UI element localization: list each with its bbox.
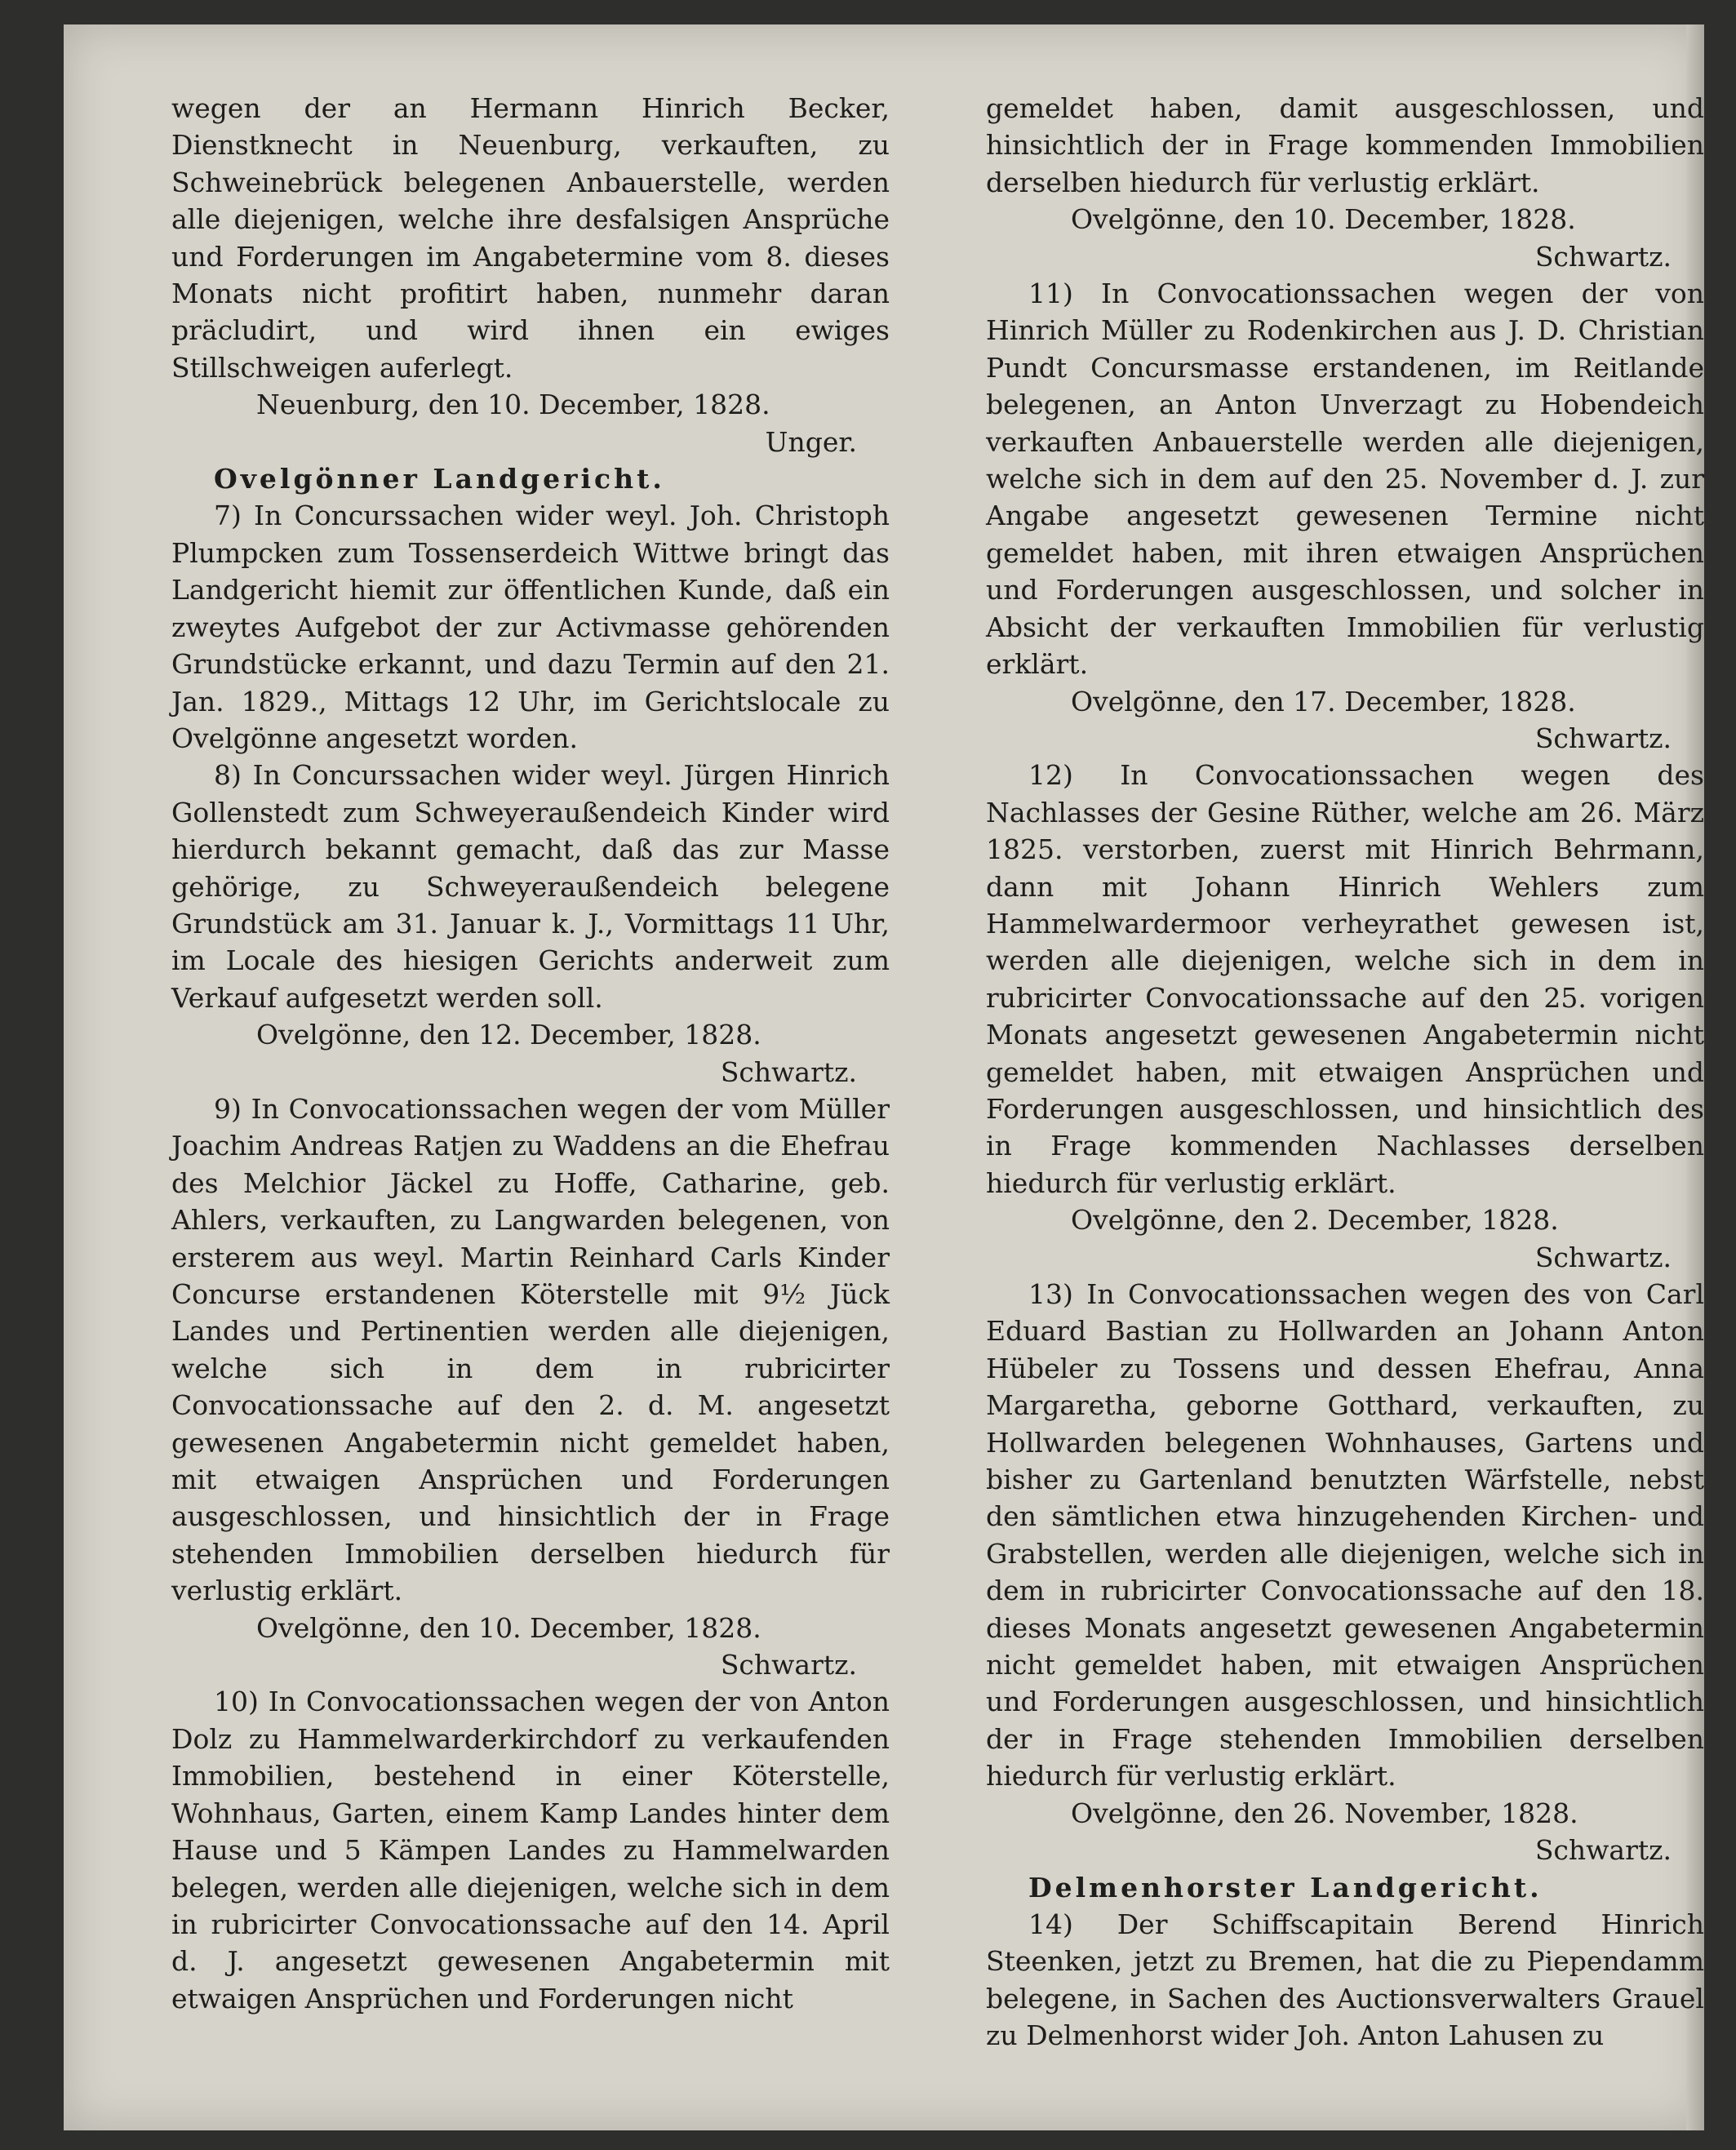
para-top: wegen der an Hermann Hinrich Becker, Dienstknecht in Neuenburg, verkauften, zu Schweinebrück belegenen Anbauerstelle, werden alle diejenigen, welche ihre desfalsigen Ansprüche und Forderungen im Angabetermine vom 8. dieses Monats nicht profitirt haben, nunmehr daran präcludirt, und wird ihnen ein ewiges Stillschweigen auferlegt. (171, 92, 890, 384)
signoff-place: Neuenburg, den 10. December, 1828. (256, 389, 770, 421)
signoff-place: Ovelgönne, den 2. December, 1828. (1071, 1204, 1559, 1237)
signoff-place: Ovelgönne, den 10. December, 1828. (256, 1611, 761, 1644)
signoff-name: Schwartz. (720, 1055, 857, 1088)
signoff-place: Ovelgönne, den 10. December, 1828. (1071, 203, 1576, 236)
signoff-name: Schwartz. (1534, 1834, 1672, 1867)
para-7: 7) In Concurssachen wider weyl. Joh. Christoph Plumpcken zum Tossenserdeich Wittwe bringt das Landgericht hiemit zur öffentlichen Kunde, daß ein zweytes Aufgebot der zur Activmasse gehörenden Grundstücke erkannt, und dazu Termin auf den 21. Jan. 1829., Mittags 12 Uhr, im Gerichtslocale zu Ovelgönne angesetzt worden. (171, 500, 890, 754)
signoff-place: Ovelgönne, den 12. December, 1828. (256, 1019, 761, 1051)
para-13: 13) In Convocationssachen wegen des von Carl Eduard Bastian zu Hollwarden an Johann Anton Hübeler zu Tossens und dessen Ehefrau, Anna Margaretha, geborne Gotthard, verkauften, zu Hollwarden belegenen Wohnhauses, Gartens und bisher zu Gartenland benutzten Wärfstelle, nebst den sämtlichen etwa hinzugehenden Kirchen- und Grabstellen, werden alle diejenigen, welche sich in dem in rubricirter Convocationssache auf den 18. dieses Monats angesetzt gewesenen Angabetermin nicht gemeldet haben, mit etwaigen Ansprüchen und Forderungen ausgeschlossen, und hinsichtlich der in Frage stehenden Immobilien derselben hiedurch für verlustig erklärt. (986, 1278, 1704, 1792)
signoff-name: Schwartz. (1534, 1241, 1672, 1273)
para-10: 10) In Convocationssachen wegen der von Anton Dolz zu Hammelwarderkirchdorf zu verkaufenden Immobilien, bestehend in einer Köterstelle, Wohnhaus, Garten, einem Kamp Landes hinter dem Hause und 5 Kämpen Landes zu Hammelwarden belegen, werden alle diejenigen, welche sich in dem in rubricirter Convocationssache auf den 14. April d. J. angesetzt gewesenen Angabetermin mit etwaigen Ansprüchen und Forderungen nicht (171, 1686, 890, 2015)
para-14: 14) Der Schiffscapitain Berend Hinrich Steenken, jetzt zu Bremen, hat die zu Piependamm belegene, in Sachen des Auctionsverwalters Grauel zu Delmenhorst wider Joh. Anton Lahusen zu (986, 1908, 1704, 2052)
right-column (986, 90, 1704, 2054)
signoff-name: Schwartz. (1534, 722, 1672, 754)
heading-ovelgoenne: Ovelgönner Landgericht. (214, 463, 665, 495)
para-11: 11) In Convocationssachen wegen der von Hinrich Müller zu Rodenkirchen aus J. D. Christian Pundt Concursmasse erstandenen, im Reitlande belegenen, an Anton Unverzagt zu Hobendeich verkauften Anbauerstelle werden alle diejenigen, welche sich in dem auf den 25. November d. J. zur Angabe angesetzt gewesenen Termine nicht gemeldet haben, mit ihren etwaigen Ansprüchen und Forderungen ausgeschlossen, und solcher in Absicht der verkauften Immobilien für verlustig erklärt. (986, 278, 1704, 681)
para-12: 12) In Convocationssachen wegen des Nachlasses der Gesine Rüther, welche am 26. März 1825. verstorben, zuerst mit Hinrich Behrmann, dann mit Johann Hinrich Wehlers zum Hammelwardermoor verheyrathet gewesen ist, werden alle diejenigen, welche sich in dem in rubricirter Convocationssache auf den 25. vorigen Monats angesetzt gewesenen Angabetermin nicht gemeldet haben, mit etwaigen Ansprüchen und Forderungen ausgeschlossen, und hinsichtlich des in Frage kommenden Nachlasses derselben hiedurch für verlustig erklärt. (986, 759, 1704, 1199)
heading-delmenhorst: Delmenhorster Landgericht. (1028, 1871, 1543, 1903)
para-10-continued: gemeldet haben, damit ausgeschlossen, und hinsichtlich der in Frage kommenden Immobilien derselben hiedurch für verlustig erklärt. (986, 92, 1704, 198)
signoff-name: Unger. (765, 425, 857, 458)
para-9: 9) In Convocationssachen wegen der vom Müller Joachim Andreas Ratjen zu Waddens an die Ehefrau des Melchior Jäckel zu Hoffe, Catharine, geb. Ahlers, verkauften, zu Langwarden belegenen, von ersterem aus weyl. Martin Reinhard Carls Kinder Concurse erstandenen Köterstelle mit 9½ Jück Landes und Pertinentien werden alle diejenigen, welche sich in dem in rubricirter Convocationssache auf den 2. d. M. angesetzt gewesenen Angabetermin nicht gemeldet haben, mit etwaigen Ansprüchen und Forderungen ausgeschlossen, und hinsichtlich der in Frage stehenden Immobilien derselben hiedurch für verlustig erklärt. (171, 1092, 890, 1607)
para-8: 8) In Concurssachen wider weyl. Jürgen Hinrich Gollenstedt zum Schweyeraußendeich Kinder wird hierdurch bekannt gemacht, daß das zur Masse gehörige, zu Schweyeraußendeich belegene Grundstück am 31. Januar k. J., Vormittags 11 Uhr, im Locale des hiesigen Gerichts anderweit zum Verkauf aufgesetzt werden soll. (171, 759, 890, 1014)
left-column (171, 90, 890, 2017)
signoff-place: Ovelgönne, den 26. November, 1828. (1071, 1797, 1578, 1829)
signoff-place: Ovelgönne, den 17. December, 1828. (1071, 685, 1576, 717)
signoff-name: Schwartz. (720, 1649, 857, 1681)
signoff-name: Schwartz. (1534, 240, 1672, 273)
